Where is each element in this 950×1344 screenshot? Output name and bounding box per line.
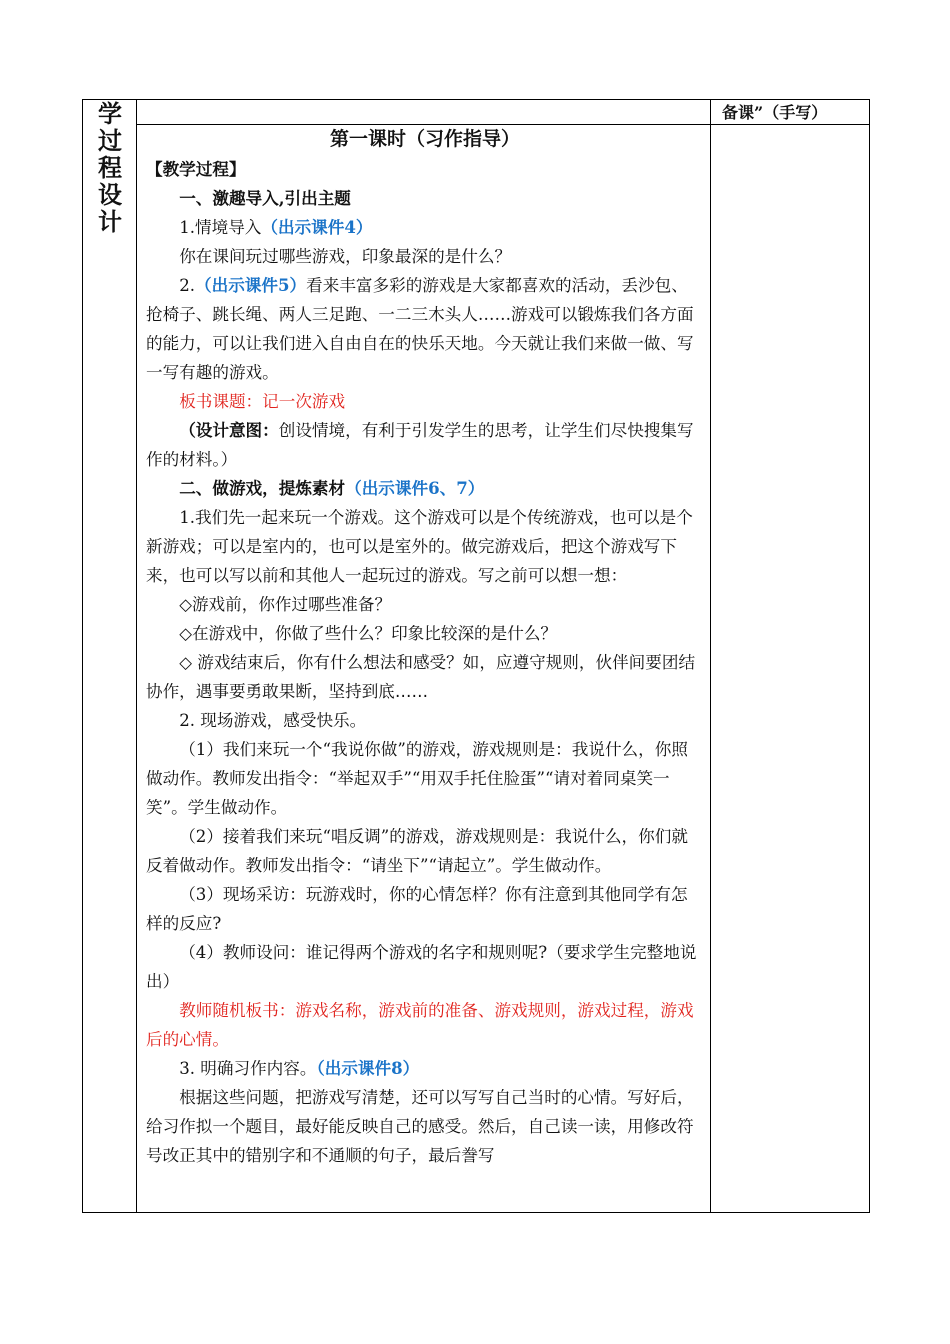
courseware-ref: （出示课件6、7） [345,478,485,498]
part1-item1 [146,213,704,242]
part2-paragraph: 根据这些问题，把游戏写清楚，还可以写写自己当时的心情。写好后，给习作拟一个题目，最好能反映自己的感受。然后，自己读一读，用修改符号改正其中的错别字和不通顺的句子，最后誊写 [146,1088,694,1165]
part2-heading-text: 二、做游戏，提炼素材 [179,478,346,498]
side-label-char: 程 [98,153,122,182]
design-intent-text: 创设情境，有利于引发学生的思考，让学生们尽快搜集写作的材料。） [146,421,694,469]
side-label-char: 过 [98,126,122,155]
sub-item: （3）现场采访：玩游戏时，你的心情怎样？你有注意到其他同学有怎样的反应? [146,885,688,933]
part1-item1-text: 1.情境导入 [179,218,262,237]
board-title: 板书课题：记一次游戏 [179,392,346,411]
side-label-char: 计 [98,207,122,236]
bullet-item: ◇ 游戏结束后，你有什么想法和感受？如，应遵守规则，伙伴间要团结协作，遇事要勇敢果断，坚持到底…… [146,653,696,701]
table-border-right [869,99,870,1213]
courseware-ref: （出示课件5） [195,275,307,295]
part2-paragraph: 1.我们先一起来玩一个游戏。这个游戏可以是个传统游戏，也可以是个新游戏；可以是室内的，也可以是室外的。做完游戏后，把这个游戏写下来，也可以写以前和其他人一起玩过的游戏。写之前可以想一想： [146,508,693,585]
sub-item: （1）我们来玩一个“我说你做”的游戏，游戏规则是：我说什么，你照做动作。教师发出指令：“举起双手”“用双手托住脸蛋”“请对着同桌笑一笑”。学生做动作。 [146,740,688,817]
courseware-ref: （出示课件8） [316,1058,420,1078]
part1-heading: 一、激趣导入,引出主题 [179,188,351,208]
part1-item2-text: 看来丰富多彩的游戏是大家都喜欢的活动，丢沙包、抢椅子、跳长绳、两人三足跑、一二三木头人……游戏可以锻炼我们各方面的能力，可以让我们进入自由自在的快乐天地。今天就让我们来做一做、写一写有趣的游戏。 [146,276,694,382]
part1-item2 [146,271,704,387]
design-intent [146,416,704,474]
sub-item: （4）教师设问：谁记得两个游戏的名字和规则呢?（要求学生完整地说出） [146,943,697,991]
side-label-char: 学 [98,99,122,128]
board-notes: 教师随机板书：游戏名称，游戏前的准备、游戏规则，游戏过程，游戏后的心情。 [146,1001,694,1049]
table-border-col1 [136,99,137,1213]
notes-column-header: 备课”（手写） [722,103,828,122]
part2-item3-text: 3. 明确习作内容。 [179,1059,317,1078]
part2-item3 [146,1054,704,1083]
table-border-bottom [82,1212,870,1213]
table-border-col2 [710,99,711,1213]
table-border-left [82,99,83,1213]
part2-paragraph: 2. 现场游戏，感受快乐。 [179,711,367,730]
design-intent-label: （设计意图： [179,421,279,440]
part1-question: 你在课间玩过哪些游戏，印象最深的是什么？ [179,247,512,266]
part2-heading [146,474,704,503]
lesson-title: 第一课时（习作指导） [329,128,520,150]
side-label [84,100,136,235]
part1-item2-num: 2. [179,276,196,295]
courseware-ref: （出示课件4） [261,217,373,237]
bullet-item: ◇在游戏中，你做了些什么？印象比较深的是什么？ [179,624,558,643]
section-heading: 【教学过程】 [146,159,246,179]
sub-item: （2）接着我们来玩“唱反调”的游戏，游戏规则是：我说什么，你们就反着做动作。教师发出指令：“请坐下”“请起立”。学生做动作。 [146,827,688,875]
side-label-char: 设 [98,180,122,209]
lesson-content [146,124,704,1170]
bullet-item: ◇游戏前，你作过哪些准备？ [179,595,392,614]
